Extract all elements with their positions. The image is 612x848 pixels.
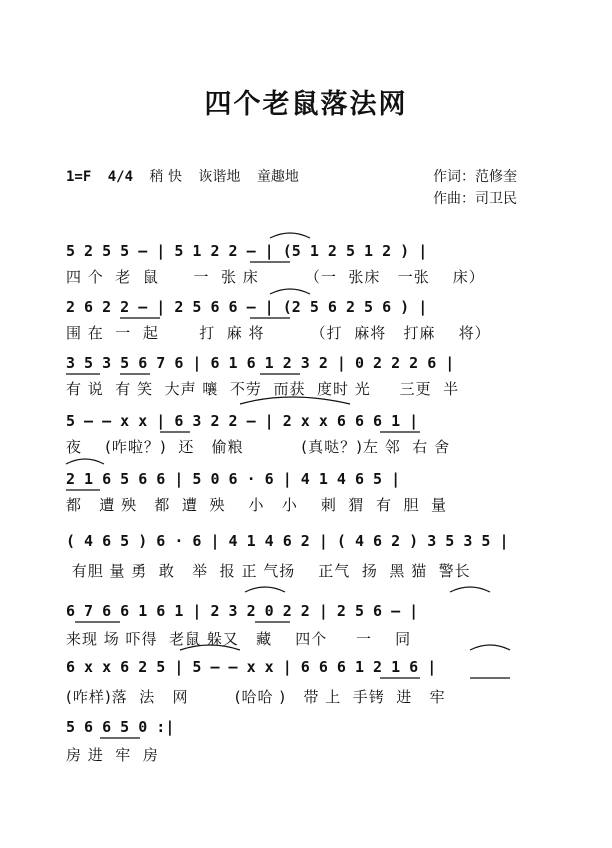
time-signature: 4/4	[107, 169, 134, 185]
lyricist: 作词：范修奎	[433, 169, 517, 185]
notes-row-0	[66, 242, 427, 261]
notes-row-3	[66, 412, 418, 431]
lyrics-row-0: 四 个 老 鼠 一 张 床 （一 张床 一张 床）	[66, 268, 485, 286]
notes-row-5	[66, 532, 509, 551]
style-marking-1: 诙谐地	[198, 169, 241, 185]
key-signature: 1=F	[66, 169, 92, 185]
notes-row-4	[66, 470, 400, 489]
notes-line: 6 7 6 6 1 6 1 | 2 3 2 0 2 2 | 2 5 6 – |	[66, 602, 419, 620]
lyrics-row-7: (咋样)落 法 网 (哈哈 ) 带 上 手铐 进 牢	[66, 688, 446, 706]
notes-row-1	[66, 298, 427, 317]
lyrics-row-4: 都 遭 殃 都 遭 殃 小 小 刺 猬 有 胆 量	[66, 496, 448, 514]
notes-line: ( 4 6 5 ) 6 · 6 | 4 1 4 6 2 | ( 4 6 2 ) 3 5 3 5 |	[66, 532, 509, 550]
notes-line: 5 – – x x | 6 3 2 2 – | 2 x x 6 6 6 1 |	[66, 412, 419, 430]
notes-row-2	[66, 354, 454, 373]
notes-row-8	[66, 718, 174, 737]
style-marking-2: 童趣地	[256, 169, 299, 185]
notes-line: 2 1 6 5 6 6 | 5 0 6 · 6 | 4 1 4 6 5 |	[66, 470, 401, 488]
notes-line: 3 5 3 5 6 7 6 | 6 1 6 1 2 3 2 | 0 2 2 2 6 |	[66, 354, 455, 372]
lyrics-row-6: 来现 场 吓得 老鼠 躲又 藏 四个 一 同	[66, 630, 412, 648]
notes-line: 6 x x 6 2 5 | 5 – – x x | 6 6 6 1 2 1 6 |	[66, 658, 437, 676]
lyrics-row-2: 有 说 有 笑 大声 嚷 不劳 而获 度时 光 三更 半	[66, 380, 460, 398]
notes-row-7	[66, 658, 436, 677]
song-title: 四个老鼠落法网	[204, 89, 408, 120]
notes-line: 5 2 5 5 – | 5 1 2 2 – | (5 1 2 5 1 2 ) |	[66, 242, 428, 260]
notes-line: 2 6 2 2 – | 2 5 6 6 – | (2 5 6 2 5 6 ) |	[66, 298, 428, 316]
lyrics-row-3: 夜 (咋啦？) 还 偷粮 (真哒？)左 邻 右 舍	[66, 438, 451, 456]
notes-line: 5 6 6 5 0 :|	[66, 718, 175, 736]
lyrics-row-8: 房 进 牢 房	[66, 746, 159, 764]
composer: 作曲：司卫民	[433, 191, 517, 207]
lyrics-row-5: 有胆 量 勇 敢 举 报 正 气扬 正气 扬 黑 猫 警长	[66, 562, 471, 580]
lyrics-row-1: 围 在 一 起 打 麻 将 （打 麻将 打麻 将）	[66, 324, 491, 342]
tempo-marking: 稍 快	[149, 169, 182, 185]
notes-row-6	[66, 602, 418, 621]
